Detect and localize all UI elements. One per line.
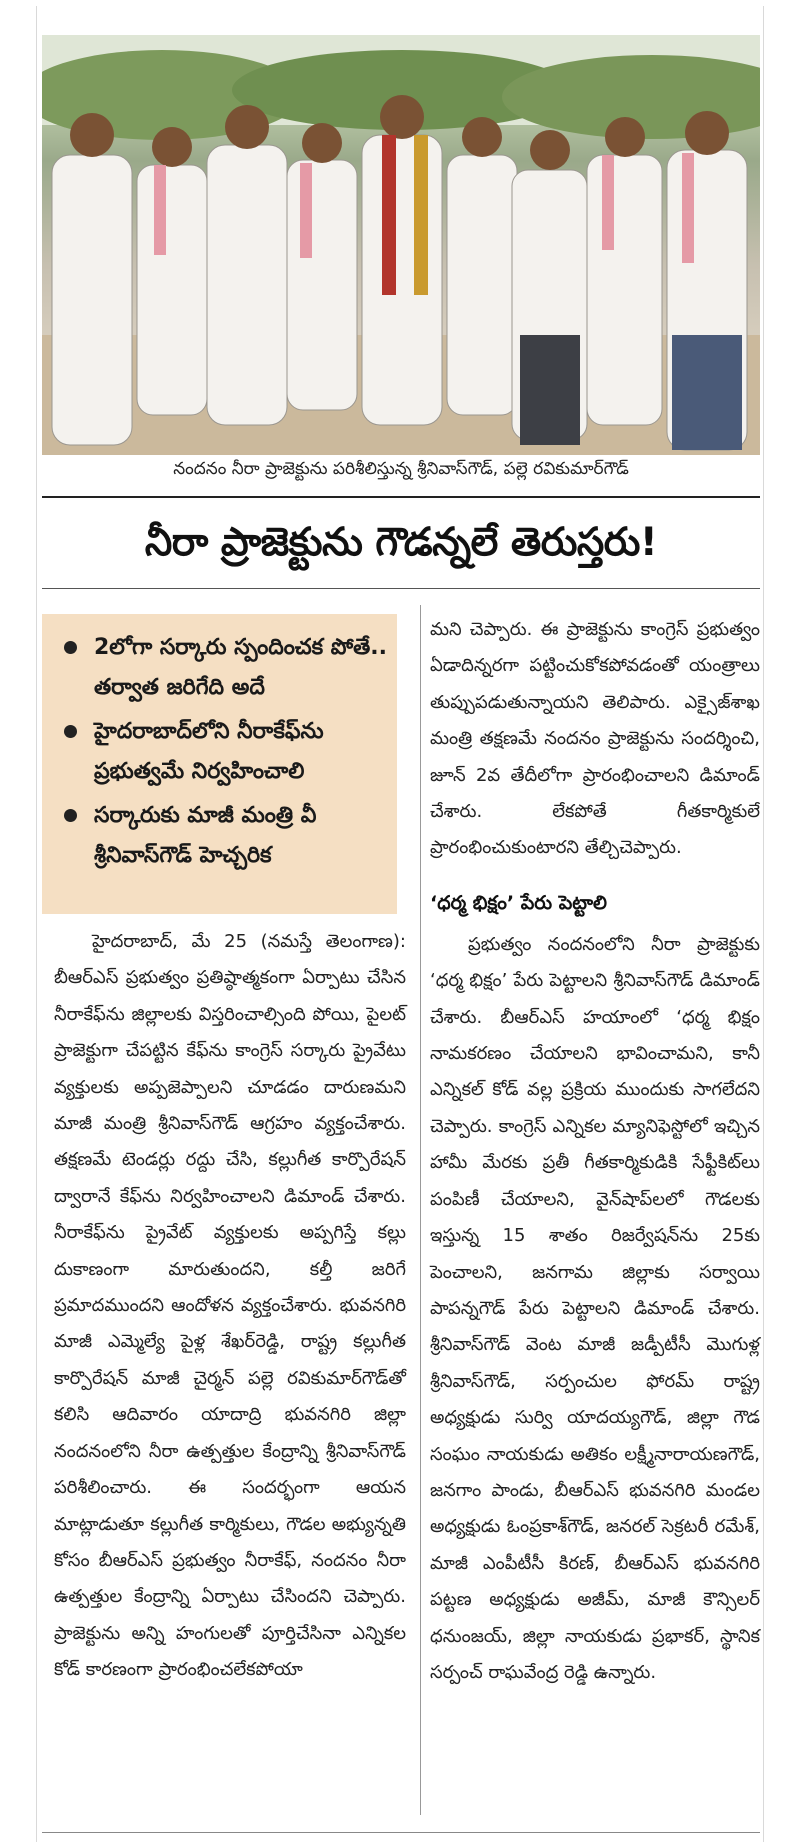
highlight-item: హైదరాబాద్‌లోని నీరాకేఫ్‌ను ప్రభుత్వమే నిర్వహించాలి [58,712,387,792]
divider [42,588,760,589]
group-photo-illustration [42,35,760,455]
bullet-icon [64,641,77,654]
highlight-item: 2లోగా సర్కారు స్పందించక పోతే.. తర్వాత జరిగేది అదే [58,628,387,708]
column-divider [420,605,421,1815]
photo-caption: నందనం నీరా ప్రాజెక్టును పరిశీలిస్తున్న శ్రీనివాస్‌గౌడ్, పల్లె రవికుమార్‌గౌడ్ [173,459,629,479]
highlights-box [42,614,397,914]
article-body-left [54,924,406,1689]
article-paragraph: హైదరాబాద్, మే 25 (నమస్తే తెలంగాణ): బీఆర్‌ఎస్ ప్రభుత్వం ప్రతిష్ఠాత్మకంగా ఏర్పాటు చేసిన నీరాకేఫ్‌ను జిల్లాలకు విస్తరించాల్సింది పోయి, పైలట్ ప్రాజెక్టుగా చేపట్టిన కేఫ్‌ను కాంగ్రెస్ సర్కారు ప్రైవేటు వ్యక్తులకు అప్పజెప్పాలని చూడడం దారుణమని మాజీ మంత్రి శ్రీనివాస్‌గౌడ్ ఆగ్రహం వ్యక్తంచేశారు. తక్షణమే టెండర్లు రద్దు చేసి, కల్లుగీత కార్పొరేషన్ ద్వారానే కేఫ్‌ను నిర్వహించాలని డిమాండ్ చేశారు. నీరాకేఫ్‌ను ప్రైవేట్ వ్యక్తులకు అప్పగిస్తే కల్లు దుకాణంగా మారుతుందని, కల్తీ జరిగే ప్రమాదముందని ఆందోళన వ్యక్తంచేశారు. భువనగిరి మాజీ ఎమ్మెల్యే పైళ్ల శేఖర్‌రెడ్డి, రాష్ట్ర కల్లుగీత కార్పొరేషన్ మాజీ చైర్మన్ పల్లె రవికుమార్‌గౌడ్‌తో కలిసి ఆదివారం యాదాద్రి భువనగిరి జిల్లా నందనంలోని నీరా ఉత్పత్తుల కేంద్రాన్ని శ్రీనివాస్‌గౌడ్ పరిశీలించారు. ఈ సందర్భంగా ఆయన మాట్లాడుతూ కల్లుగీత కార్మికులు, గౌడల అభ్యున్నతి కోసం బీఆర్‌ఎస్ ప్రభుత్వం నీరాకేఫ్, నందనం నీరా ఉత్పత్తుల కేంద్రాన్ని ఏర్పాటు చేసిందని చెప్పారు. ప్రాజెక్టును అన్ని హంగులతో పూర్తిచేసినా ఎన్నికల కోడ్ కారణంగా ప్రారంభించలేకపోయా [54,931,406,1681]
headline: నీరా ప్రాజెక్టును గౌడన్నలే తెరుస్తరు! [144,520,658,565]
article-paragraph: మని చెప్పారు. ఈ ప్రాజెక్టును కాంగ్రెస్ ప్రభుత్వం ఏడాదిన్నరగా పట్టించుకోకపోవడంతో యంత్రాలు తుప్పుపడుతున్నాయని తెలిపారు. ఎక్సైజ్‌శాఖ మంత్రి తక్షణమే నందనం ప్రాజెక్టును సందర్శించి, జూన్ 2వ తేదీలోగా ప్రారంభించాలని డిమాండ్ చేశారు. లేకపోతే గీతకార్మికులే ప్రారంభించుకుంటారని తేల్చిచెప్పారు. [430,619,760,859]
highlight-item: సర్కారుకు మాజీ మంత్రి వీ శ్రీనివాస్‌గౌడ్ హెచ్చరిక [58,796,387,876]
divider [42,496,760,498]
bullet-icon [64,809,77,822]
divider [42,1832,760,1833]
article-paragraph: ప్రభుత్వం నందనంలోని నీరా ప్రాజెక్టుకు ‘ధర్మ భిక్షం’ పేరు పెట్టాలని శ్రీనివాస్‌గౌడ్ డిమాండ్ చేశారు. బీఆర్‌ఎస్ హయాంలో ‘ధర్మ భిక్షం నామకరణం చేయాలని భావించామని, కానీ ఎన్నికల్ కోడ్ వల్ల ప్రక్రియ ముందుకు సాగలేదని చెప్పారు. కాంగ్రెస్ ఎన్నికల మ్యానిఫెస్టోలో ఇచ్చిన హామీ మేరకు ప్రతీ గీతకార్మికుడికి సేఫ్టీకిట్‌లు పంపిణీ చేయాలని, వైన్‌షాప్‌లలో గౌడలకు ఇస్తున్న 15 శాతం రిజర్వేషన్‌ను 25కు పెంచాలని, జనగామ జిల్లాకు సర్వాయి పాపన్నగౌడ్ పేరు పెట్టాలని డిమాండ్ చేశారు. శ్రీనివాస్‌గౌడ్ వెంట మాజీ జడ్పీటీసీ మొగుళ్ల శ్రీనివాస్‌గౌడ్, సర్పంచుల ఫోరమ్ రాష్ట్ర అధ్యక్షుడు సుర్వి యాదయ్యగౌడ్, జిల్లా గౌడ సంఘం నాయకుడు అతికం లక్ష్మీనారాయణగౌడ్, జనగాం పాండు, బీఆర్‌ఎస్ భువనగిరి మండల అధ్యక్షుడు ఓంప్రకాశ్‌గౌడ్, జనరల్ సెక్రటరీ రమేశ్, మాజీ ఎంపీటీసీ కిరణ్, బీఆర్‌ఎస్ భువనగిరి పట్టణ అధ్యక్షుడు అజీమ్, మాజీ కౌన్సిలర్ ధనుంజయ్, జిల్లా నాయకుడు ప్రభాకర్, స్థానిక సర్పంచ్ రాఘవేంద్ర రెడ్డి ఉన్నారు. [430,933,760,1683]
article-body-right [430,612,760,1691]
bullet-icon [64,725,77,738]
highlights-list [42,614,397,876]
subheading: ‘ధర్మ భిక్షం’ పేరు పెట్టాలి [430,891,607,914]
news-photo [42,35,760,455]
